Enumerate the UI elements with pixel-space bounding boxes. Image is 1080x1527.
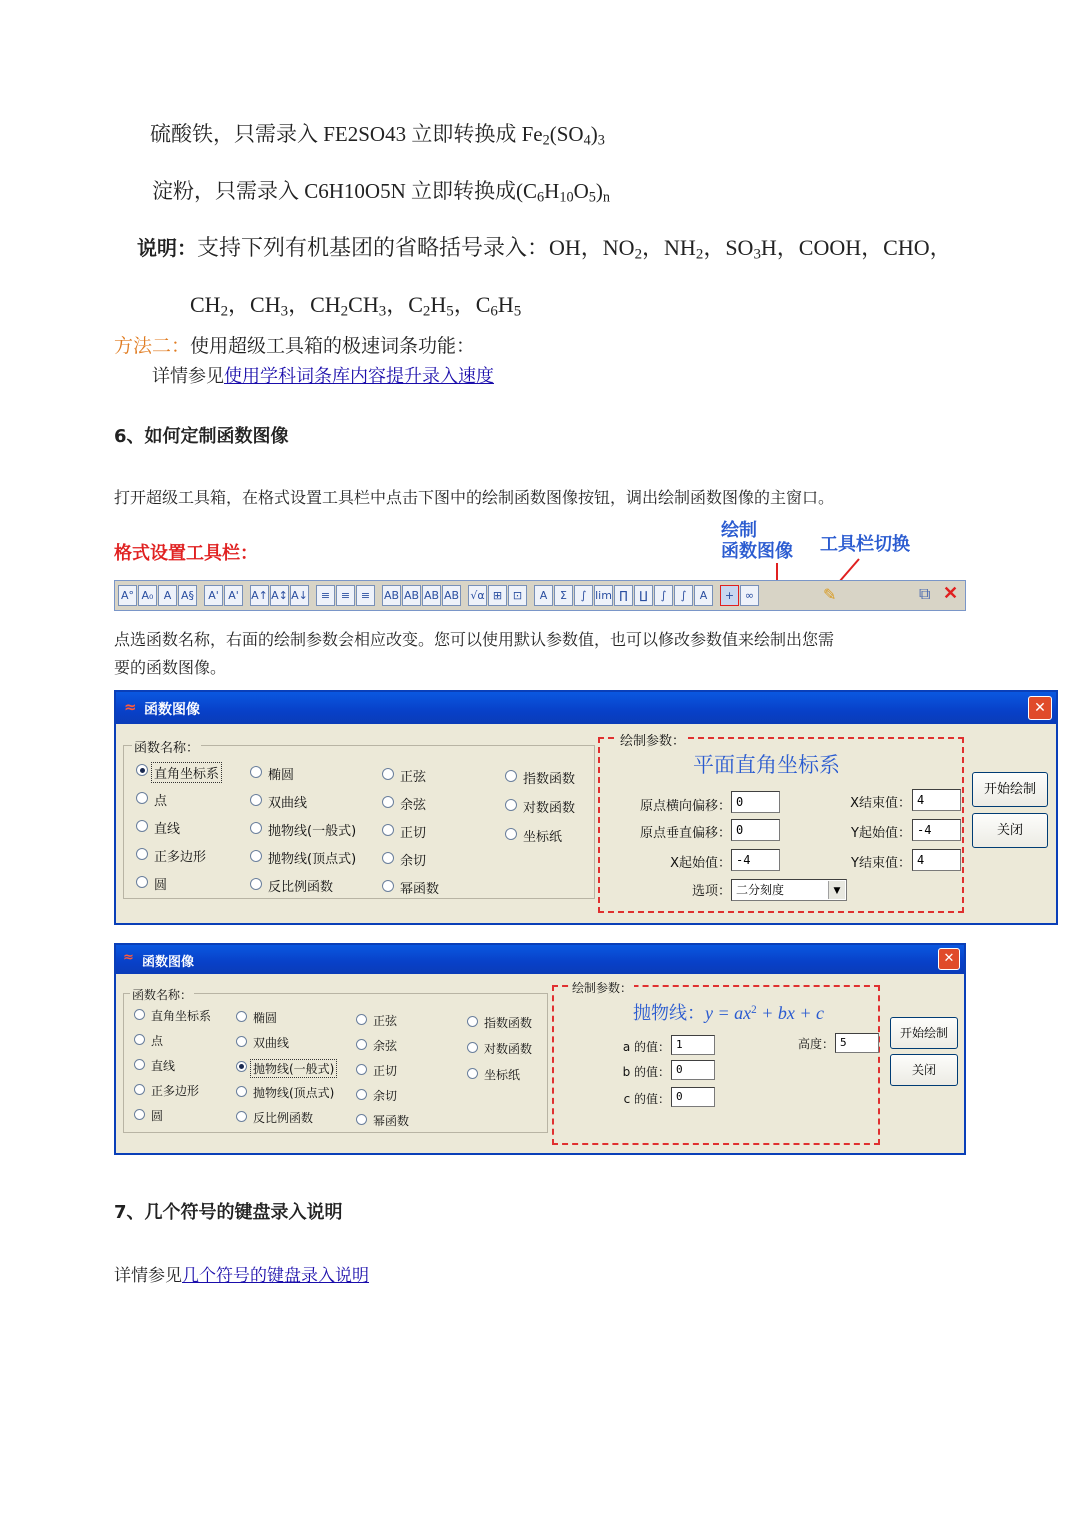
- radio-button[interactable]: [505, 770, 517, 782]
- toolbar-button[interactable]: A': [224, 585, 243, 606]
- option-select[interactable]: [731, 879, 847, 901]
- dialog1-titlebar: [116, 692, 1056, 724]
- toolbar-button[interactable]: AB: [442, 585, 461, 606]
- dialog2-app-icon: ≈: [123, 950, 134, 965]
- toolbar-button[interactable]: ∫: [654, 585, 673, 606]
- toolbar-caption: 格式设置工具栏：: [114, 543, 258, 564]
- radio-button[interactable]: [467, 1042, 478, 1053]
- function-option-label[interactable]: 双曲线: [253, 1036, 290, 1050]
- c-value-input[interactable]: 0: [671, 1087, 715, 1107]
- b-value-input[interactable]: 0: [671, 1060, 715, 1080]
- function-option-label[interactable]: 点: [151, 1034, 164, 1048]
- dialog1-params-label: 绘制参数：: [618, 730, 687, 749]
- dialog2-close-icon[interactable]: ✕: [938, 948, 960, 970]
- radio-button[interactable]: [236, 1086, 247, 1097]
- x-start-label: X起始值：: [670, 856, 731, 871]
- radio-button[interactable]: [467, 1068, 478, 1079]
- height-input[interactable]: 5: [835, 1033, 879, 1053]
- radio-button[interactable]: [236, 1011, 247, 1022]
- dialog1-close-icon[interactable]: ✕: [1028, 696, 1052, 720]
- function-option-label[interactable]: 坐标纸: [484, 1068, 521, 1082]
- function-option-label[interactable]: 圆: [151, 1109, 164, 1123]
- radio-button[interactable]: [382, 768, 394, 780]
- line-note-groups: 说明：支持下列有机基团的省略括号录入：OH，$NO_2$，$NH_2$，$SO_3H$，COOH，CHO，: [137, 235, 952, 263]
- section-7-title: 7、几个符号的键盘录入说明: [114, 1202, 343, 1223]
- radio-button[interactable]: [250, 794, 262, 806]
- function-option-label[interactable]: 双曲线: [268, 796, 308, 811]
- origin-h-label: 原点横向偏移：: [639, 799, 731, 814]
- toolbar-button[interactable]: AB: [422, 585, 441, 606]
- function-option-label[interactable]: 余弦: [400, 798, 427, 813]
- function-option-label[interactable]: 正切: [400, 826, 427, 841]
- function-option-label[interactable]: 正弦: [400, 770, 427, 785]
- radio-button[interactable]: [250, 822, 262, 834]
- function-option-label[interactable]: 正多边形: [154, 850, 207, 865]
- callout-toolbar-switch: 工具栏切换: [820, 534, 910, 555]
- function-option-label[interactable]: 反比例函数: [253, 1111, 314, 1125]
- dialog1-heading: 平面直角坐标系: [693, 753, 840, 777]
- x-end-input[interactable]: 4: [912, 789, 961, 811]
- toolbar-button[interactable]: ∐: [634, 585, 653, 606]
- radio-button[interactable]: [467, 1016, 478, 1027]
- height-label: 高度：: [797, 1037, 834, 1051]
- toolbar-button[interactable]: √α: [468, 585, 487, 606]
- link-subject-terms[interactable]: 使用学科词条库内容提升录入速度: [224, 366, 494, 387]
- radio-button[interactable]: [134, 1059, 145, 1070]
- dialog2-heading: 抛物线：$y = ax^2$ + bx + c: [633, 1003, 824, 1024]
- toolbar-button[interactable]: ⊡: [508, 585, 527, 606]
- method2-text: 使用超级工具箱的极速词条功能：: [190, 335, 476, 357]
- toolbar-button[interactable]: A↕: [270, 585, 289, 606]
- radio-button[interactable]: [382, 824, 394, 836]
- radio-button[interactable]: [356, 1089, 367, 1100]
- dialog1-close-button[interactable]: 关闭: [972, 813, 1048, 848]
- option-select-value: 二分刻度: [736, 883, 785, 897]
- function-option-label[interactable]: 直线: [151, 1059, 176, 1073]
- function-option-label[interactable]: 对数函数: [484, 1042, 533, 1056]
- line-starch: 淀粉，只需录入 C6H10O5N 立即转换成$(C_6H_{10}O_5)_n$: [152, 179, 611, 206]
- radio-button[interactable]: [134, 1034, 145, 1045]
- dialog2-start-button[interactable]: 开始绘制: [890, 1017, 958, 1049]
- function-option-label[interactable]: 抛物线(一般式): [268, 824, 357, 839]
- function-option-label[interactable]: 正弦: [373, 1014, 398, 1028]
- dialog2-close-button[interactable]: 关闭: [890, 1054, 958, 1086]
- toolbar-button[interactable]: ∫: [574, 585, 593, 606]
- function-option-label[interactable]: 幂函数: [373, 1114, 410, 1128]
- function-option-label[interactable]: 指数函数: [523, 772, 576, 787]
- function-option-label[interactable]: 椭圆: [253, 1011, 278, 1025]
- function-option-label[interactable]: 正切: [373, 1064, 398, 1078]
- origin-v-input[interactable]: 0: [731, 819, 780, 841]
- radio-button[interactable]: [136, 848, 148, 860]
- draw-function-button[interactable]: +: [720, 585, 739, 606]
- a-value-label: a 的值：: [622, 1040, 670, 1054]
- function-option-label[interactable]: 直角坐标系: [151, 1009, 212, 1023]
- toolbar-button[interactable]: AB: [382, 585, 401, 606]
- note-label: 说明：: [137, 236, 197, 260]
- b-value-label: b 的值：: [622, 1065, 670, 1079]
- toolbar-button[interactable]: Σ: [554, 585, 573, 606]
- format-toolbar: [114, 580, 966, 611]
- function-option-label[interactable]: 抛物线(一般式): [250, 1059, 337, 1078]
- dialog2-group-label: 函数名称：: [132, 988, 193, 1002]
- radio-button[interactable]: [250, 850, 262, 862]
- dialog-function-graph-2: [114, 943, 966, 1155]
- para-select-1: 点选函数名称，右面的绘制参数会相应改变。您可以使用默认参数值，也可以修改参数值来绘制出您需: [114, 630, 835, 649]
- dialog2-title: 函数图像: [142, 955, 195, 970]
- radio-button[interactable]: [382, 880, 394, 892]
- radio-button[interactable]: [250, 766, 262, 778]
- radio-button[interactable]: [236, 1061, 247, 1072]
- origin-h-input[interactable]: 0: [731, 791, 780, 813]
- radio-button[interactable]: [356, 1064, 367, 1075]
- radio-button[interactable]: [136, 764, 148, 776]
- toolbar-button[interactable]: A↑: [250, 585, 269, 606]
- function-option-label[interactable]: 余弦: [373, 1039, 398, 1053]
- radio-button[interactable]: [382, 852, 394, 864]
- toolbar-button[interactable]: ⊞: [488, 585, 507, 606]
- line-note-groups-2: $CH_2$，$CH_3$，$CH_2CH_3$，$C_2H_5$，$C_6H_5$: [190, 292, 522, 320]
- radio-button[interactable]: [356, 1039, 367, 1050]
- toolbar-button[interactable]: ≡: [356, 585, 375, 606]
- y-start-input[interactable]: -4: [912, 819, 961, 841]
- radio-button[interactable]: [136, 820, 148, 832]
- callout-draw-function: 绘制 函数图像: [721, 520, 793, 562]
- toolbar-button[interactable]: A°: [118, 585, 137, 606]
- function-option-label[interactable]: 直线: [154, 822, 181, 837]
- radio-button[interactable]: [382, 796, 394, 808]
- function-option-label[interactable]: 抛物线(顶点式): [253, 1086, 335, 1100]
- radio-button[interactable]: [236, 1111, 247, 1122]
- function-option-label[interactable]: 抛物线(顶点式): [268, 852, 357, 867]
- section-6-title: 6、如何定制函数图像: [114, 426, 289, 447]
- function-option-label[interactable]: 反比例函数: [268, 880, 334, 895]
- function-option-label[interactable]: 指数函数: [484, 1016, 533, 1030]
- restore-icon[interactable]: ⧉: [919, 584, 931, 603]
- dialog1-group-label: 函数名称：: [132, 737, 201, 756]
- dialog2-titlebar: [116, 945, 964, 974]
- function-option-label[interactable]: 对数函数: [523, 801, 576, 816]
- dialog-function-graph-1: [114, 690, 1058, 925]
- option-label: 选项：: [691, 884, 731, 899]
- toolbar-button[interactable]: A: [534, 585, 553, 606]
- para-select-2: 要的函数图像。: [114, 658, 227, 677]
- toolbar-button[interactable]: ≡: [336, 585, 355, 606]
- method2-line: [114, 331, 475, 358]
- pencil-icon[interactable]: ✎: [823, 585, 837, 604]
- line-ferric-sulfate: 硫酸铁，只需录入 FE2SO43 立即转换成 $Fe_2(SO_4)_3$: [150, 122, 605, 149]
- radio-button[interactable]: [134, 1009, 145, 1020]
- x-end-label: X结束值：: [850, 796, 911, 811]
- toolbar-button[interactable]: ∏: [614, 585, 633, 606]
- a-value-input[interactable]: 1: [671, 1035, 715, 1055]
- toolbar-button[interactable]: A: [694, 585, 713, 606]
- function-option-label[interactable]: 点: [154, 794, 168, 809]
- radio-button[interactable]: [250, 878, 262, 890]
- dialog1-start-button[interactable]: 开始绘制: [972, 772, 1048, 807]
- method2-label: 方法二：: [114, 335, 191, 357]
- dialog2-params-label: 绘制参数：: [572, 981, 633, 995]
- y-end-label: Y结束值：: [851, 856, 911, 871]
- radio-button[interactable]: [134, 1109, 145, 1120]
- link-keyboard-symbols[interactable]: 几个符号的键盘录入说明: [182, 1266, 369, 1286]
- function-option-label[interactable]: 直角坐标系: [151, 762, 222, 783]
- close-icon[interactable]: ✕: [943, 583, 959, 604]
- function-option-label[interactable]: 余切: [373, 1089, 398, 1103]
- c-value-label: c 的值：: [623, 1092, 670, 1106]
- dialog1-title: 函数图像: [144, 702, 200, 718]
- function-option-label[interactable]: 坐标纸: [523, 830, 563, 845]
- function-option-label[interactable]: 余切: [400, 854, 427, 869]
- y-end-input[interactable]: 4: [912, 849, 961, 871]
- toolbar-button[interactable]: A↓: [290, 585, 309, 606]
- radio-button[interactable]: [356, 1014, 367, 1025]
- toolbar-button[interactable]: A: [158, 585, 177, 606]
- radio-button[interactable]: [136, 876, 148, 888]
- function-option-label[interactable]: 幂函数: [400, 882, 440, 897]
- radio-button[interactable]: [236, 1036, 247, 1047]
- radio-button[interactable]: [505, 828, 517, 840]
- function-option-label[interactable]: 圆: [154, 878, 168, 893]
- toolbar-button[interactable]: A₀: [138, 585, 157, 606]
- function-option-label[interactable]: 椭圆: [268, 768, 295, 783]
- toolbar-button[interactable]: ≡: [316, 585, 335, 606]
- toolbar-button[interactable]: AB: [402, 585, 421, 606]
- radio-button[interactable]: [134, 1084, 145, 1095]
- toolbar-button[interactable]: ∞: [740, 585, 759, 606]
- function-option-label[interactable]: 正多边形: [151, 1084, 200, 1098]
- chevron-down-icon[interactable]: ▼: [828, 881, 845, 899]
- y-start-label: Y起始值：: [851, 826, 911, 841]
- radio-button[interactable]: [505, 799, 517, 811]
- radio-button[interactable]: [136, 792, 148, 804]
- toolbar-button[interactable]: A§: [178, 585, 197, 606]
- detail-line-2: 详情参见几个符号的键盘录入说明: [114, 1266, 369, 1286]
- dialog1-app-icon: ≈: [124, 698, 137, 716]
- toolbar-button[interactable]: lim: [594, 585, 613, 606]
- detail-line-1: 详情参见使用学科词条库内容提升录入速度: [152, 366, 494, 387]
- toolbar-button[interactable]: A': [204, 585, 223, 606]
- x-start-input[interactable]: -4: [731, 849, 780, 871]
- section-6-para: 打开超级工具箱，在格式设置工具栏中点击下图中的绘制函数图像按钮，调出绘制函数图像的主窗口。: [114, 488, 835, 507]
- radio-button[interactable]: [356, 1114, 367, 1125]
- origin-v-label: 原点垂直偏移：: [639, 826, 731, 841]
- toolbar-button[interactable]: ∫: [674, 585, 693, 606]
